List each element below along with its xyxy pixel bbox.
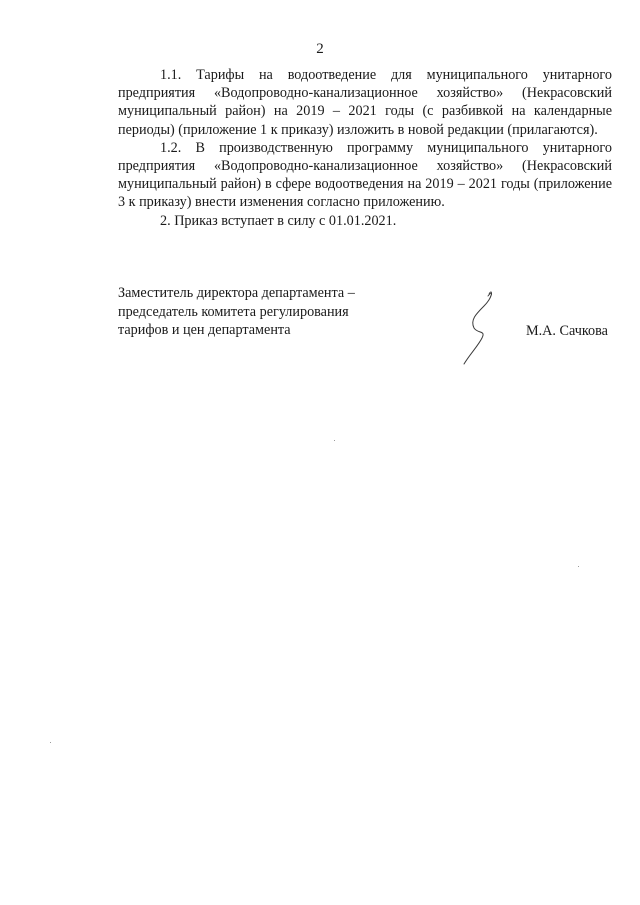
signature-stroke	[464, 293, 491, 364]
page-number: 2	[316, 41, 324, 57]
paragraph-1-2: 1.2. В производственную программу муниципального унитарного предприятия «Водопроводно-канализационное хозяйство» (Некрасовский муниципальный район) в сфере водоотведения на 2019 – 2021 годы (приложение 3 к приказу) внести изменения согласно приложению.	[118, 139, 612, 211]
signer-title	[118, 284, 355, 340]
scan-speck	[334, 440, 335, 441]
signer-title-line-2: председатель комитета регулирования	[118, 303, 349, 320]
document-body	[118, 66, 612, 230]
signer-name: М.А. Сачкова	[526, 323, 608, 339]
signer-title-line-3: тарифов и цен департамента	[118, 322, 291, 339]
scan-speck	[578, 566, 579, 567]
signature-block	[118, 284, 618, 374]
scan-speck	[50, 742, 51, 743]
handwritten-signature	[452, 284, 512, 370]
paragraph-1-1: 1.1. Тарифы на водоотведение для муниципального унитарного предприятия «Водопроводно-канализационное хозяйство» (Некрасовский муниципальный район) на 2019 – 2021 годы (с разбивкой на календарные периоды) (приложение 1 к приказу) изложить в новой редакции (прилагаются).	[118, 67, 612, 138]
paragraph-2: 2. Приказ вступает в силу с 01.01.2021.	[160, 212, 397, 229]
signer-title-line-1: Заместитель директора департамента –	[118, 285, 355, 301]
